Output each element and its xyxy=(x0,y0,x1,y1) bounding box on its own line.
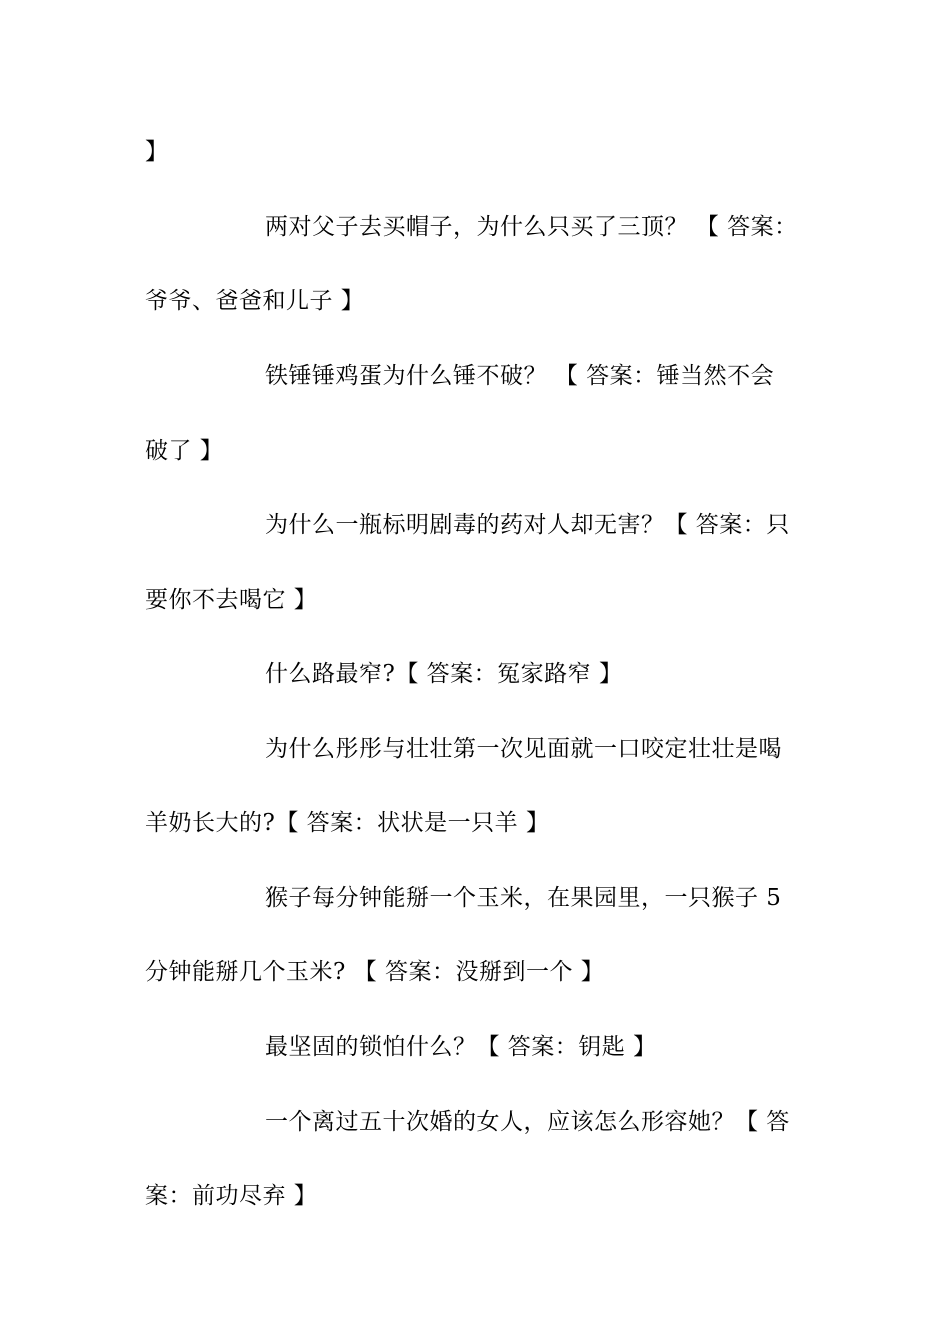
riddle-hammer-question: 铁锤锤鸡蛋为什么锤不破？ 【 答案：锤当然不会 xyxy=(265,363,775,389)
riddle-narrow-road: 什么路最窄?【 答案：冤家路窄 】 xyxy=(265,661,623,687)
riddle-poison-question: 为什么一瓶标明剧毒的药对人却无害？【 答案：只 xyxy=(265,512,790,538)
text-line-closing-bracket: 】 xyxy=(145,139,169,165)
riddle-hats-answer: 爷爷、爸爸和儿子 】 xyxy=(145,288,365,314)
riddle-divorce-question: 一个离过五十次婚的女人，应该怎么形容她？【 答 xyxy=(265,1109,790,1135)
riddle-hammer-answer: 破了 】 xyxy=(145,438,224,464)
riddle-hats-question: 两对父子去买帽子，为什么只买了三顶？ 【 答案： xyxy=(265,214,798,240)
riddle-monkey-answer: 分钟能掰几个玉米? 【 答案：没掰到一个 】 xyxy=(145,959,605,985)
riddle-divorce-answer: 案：前功尽弃 】 xyxy=(145,1183,318,1209)
riddle-monkey-question: 猴子每分钟能掰一个玉米，在果园里，一只猴子 5 xyxy=(265,885,782,911)
riddle-goat-milk-answer: 羊奶长大的?【 答案：状状是一只羊 】 xyxy=(145,810,550,836)
riddle-goat-milk-question: 为什么彤彤与壮壮第一次见面就一口咬定壮壮是喝 xyxy=(265,736,782,762)
riddle-poison-answer: 要你不去喝它 】 xyxy=(145,587,318,613)
riddle-lock: 最坚固的锁怕什么？【 答案：钥匙 】 xyxy=(265,1034,657,1060)
